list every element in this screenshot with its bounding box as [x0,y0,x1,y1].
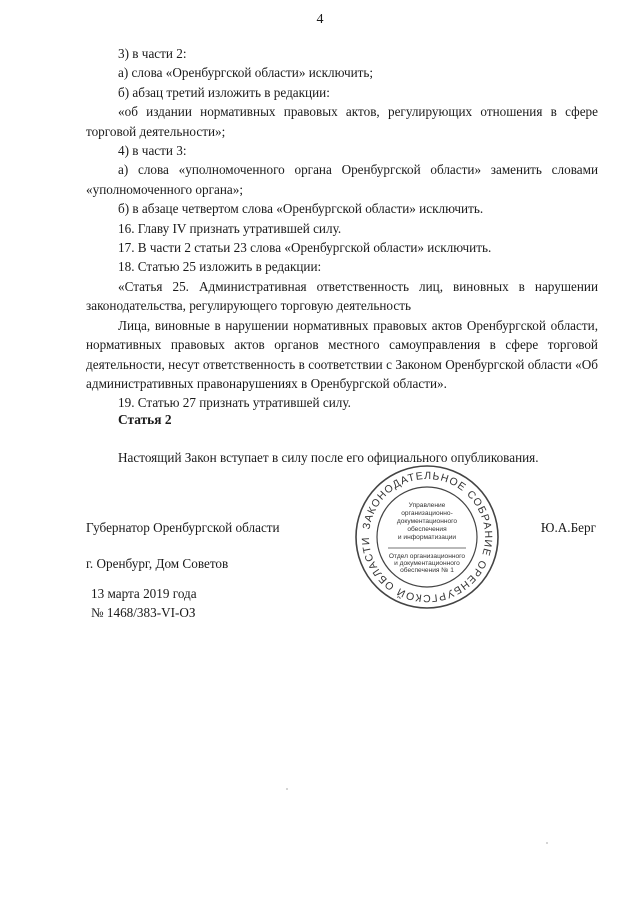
signatory-title: Губернатор Оренбургской области [86,520,280,535]
stamp-inner-line: и документационного [394,560,460,567]
signing-place: г. Оренбург, Дом Советов [86,556,229,571]
stamp-inner-text [389,502,466,574]
stamp-inner-line: организационно- [401,510,453,517]
paragraph: а) слова «уполномоченного органа Оренбургской области» заменить словами «уполномоченного органа»; [86,162,598,197]
paragraph: 19. Статью 27 признать утратившей силу. [118,395,351,411]
stamp-inner-line: обеспечения № 1 [400,567,454,574]
official-stamp [352,462,502,612]
stamp-outer-text: ЗАКОНОДАТЕЛЬНОЕ СОБРАНИЕ ОРЕНБУРГСКОЙ ОБЛАСТИ [359,469,495,605]
signing-date: 13 марта 2019 года [91,586,197,601]
paragraph: 3) в части 2: [118,46,187,61]
stamp-inner-line: обеспечения [407,526,447,533]
scan-speck [286,788,288,790]
paragraph: б) абзац третий изложить в редакции: [118,84,330,100]
stamp-inner-line: Управление [408,502,446,509]
paragraph: «Статья 25. Административная ответственность лиц, виновных в нарушении законодательства, регулирующего торговую деятельность [86,278,598,314]
scan-speck [546,842,548,844]
document-body [86,44,598,413]
signing-date-block [91,584,197,622]
article-heading: Статья 2 [118,412,172,427]
paragraph: «об издании нормативных правовых актов, регулирующих отношения в сфере торговой деятельности»; [86,104,598,139]
signatory-name: Ю.А.Берг [540,520,596,535]
page-number: 4 [316,12,324,27]
stamp-inner-line: и информатизации [397,534,457,541]
final-paragraph: Настоящий Закон вступает в силу после его официального опубликования. [118,450,539,465]
paragraph: 4) в части 3: [118,143,187,159]
paragraph: Лица, виновные в нарушении нормативных правовых актов Оренбургской области, нормативных правовых актов органов местного самоуправления в сфере торговой деятельности, несут ответственность в соответствии с Законом Оренбургской области «Об административных правонарушениях в Оренбургской области». [86,317,598,391]
paragraph: а) слова «Оренбургской области» исключить; [118,65,374,81]
paragraph: б) в абзаце четвертом слова «Оренбургской области» исключить. [118,201,484,217]
paragraph: 16. Главу IV признать утратившей силу. [118,220,342,236]
stamp-inner-line: Отдел организационного [388,553,466,560]
stamp-inner-line: документационного [396,518,458,525]
paragraph: 17. В части 2 статьи 23 слова «Оренбургской области» исключить. [118,240,492,256]
paragraph: 18. Статью 25 изложить в редакции: [118,259,322,275]
law-number: № 1468/383-VI-ОЗ [91,605,196,620]
